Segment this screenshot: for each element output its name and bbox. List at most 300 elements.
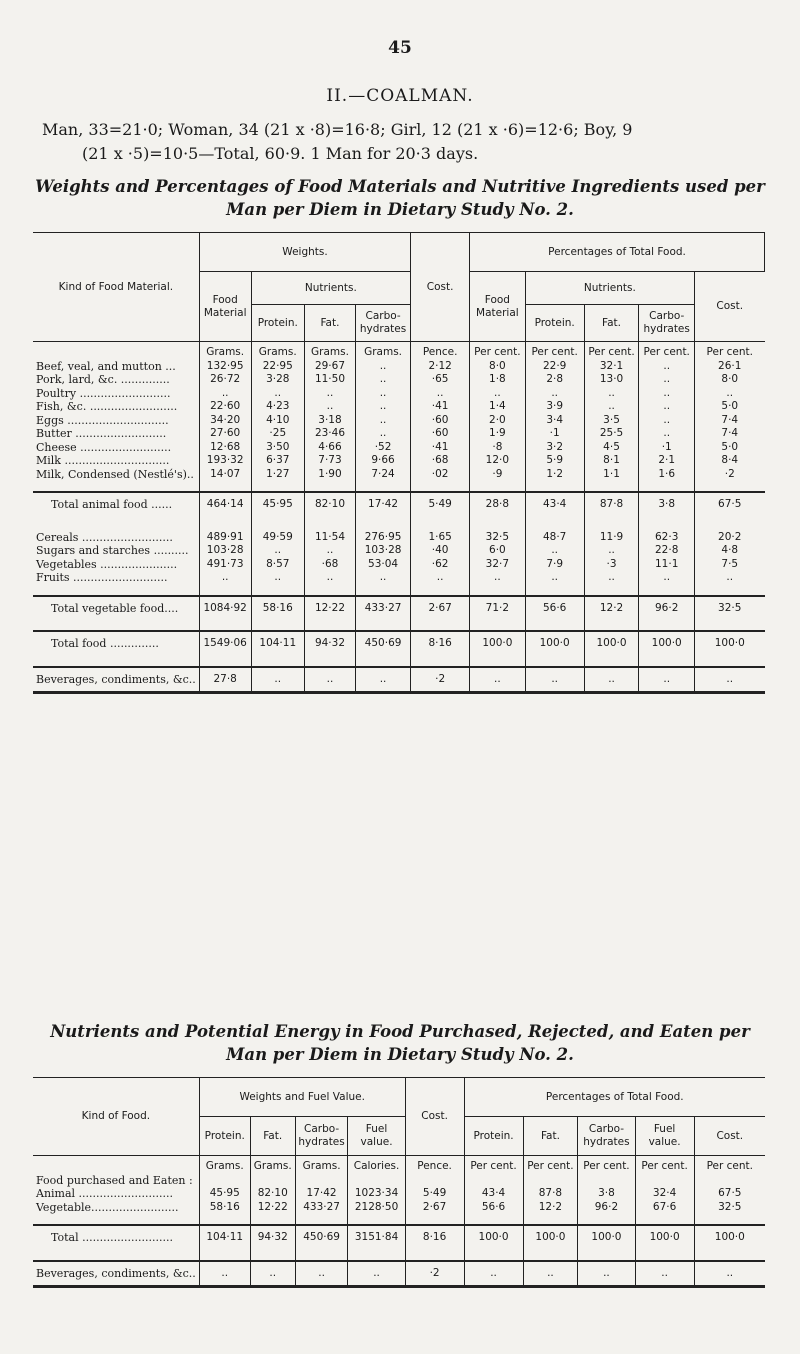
cell: 29·67 — [305, 360, 356, 374]
cell — [348, 1174, 405, 1188]
header-cost: Cost. — [411, 233, 470, 342]
cell — [405, 1214, 464, 1225]
cell: ·3 — [584, 558, 639, 572]
cell: ·41 — [411, 441, 470, 455]
cell: 11·9 — [584, 527, 639, 545]
cell: 2·8 — [525, 373, 584, 387]
cell: .. — [348, 1261, 405, 1287]
cell — [695, 585, 765, 596]
cell: 1·27 — [251, 468, 304, 482]
household-line-1: Man, 33=21·0; Woman, 34 (21 x ·8)=16·8; Girl, 12 (21 x ·6)=12·6; Boy, 9 — [42, 120, 633, 139]
row-label: Fish, &c. ......................... — [36, 400, 178, 413]
units-row — [33, 342, 765, 360]
cell: 32·1 — [584, 360, 639, 374]
cell — [305, 585, 356, 596]
cell: .. — [635, 1261, 694, 1287]
header-pct-nutrients: Nutrients. — [525, 272, 694, 305]
cell — [355, 585, 410, 596]
cell: 67·6 — [635, 1201, 694, 1215]
cell: .. — [639, 667, 695, 693]
row-label: Beverages, condiments, &c.. — [33, 1261, 199, 1287]
cell — [525, 656, 584, 667]
row-label — [33, 481, 199, 492]
table-nutrients-energy — [33, 1077, 765, 1288]
cell — [523, 1250, 578, 1261]
row-label: Cheese .......................... — [36, 440, 172, 454]
cell: Grams. — [295, 1156, 348, 1174]
cell — [695, 656, 765, 667]
t2-header-cost: Cost. — [405, 1078, 464, 1156]
cell: .. — [411, 571, 470, 585]
cell — [584, 517, 639, 527]
cell: .. — [355, 360, 410, 374]
cell: 2·12 — [411, 360, 470, 374]
cell: ·68 — [411, 454, 470, 468]
row-label: Poultry .......................... — [36, 386, 171, 400]
row-label: Butter .......................... — [36, 427, 167, 440]
cell: 26·1 — [695, 360, 765, 374]
header-pct-food-material: Food Material — [470, 272, 526, 342]
cell: 1·6 — [639, 468, 695, 482]
cell: Per cent. — [584, 342, 639, 360]
row-label: Beverages, condiments, &c.. — [33, 667, 199, 693]
cell — [199, 656, 251, 667]
animal-row — [33, 387, 765, 401]
cell: 4·5 — [584, 441, 639, 455]
cell: 4·8 — [695, 544, 765, 558]
cell: 5·0 — [695, 441, 765, 455]
cell — [405, 1174, 464, 1188]
cell: 87·8 — [523, 1187, 578, 1201]
cell: .. — [199, 571, 251, 585]
cell: Calories. — [348, 1156, 405, 1174]
cell: 7·4 — [695, 427, 765, 441]
spacer-row — [33, 656, 765, 667]
cell — [694, 1214, 765, 1225]
cell — [694, 1174, 765, 1188]
cell: .. — [305, 667, 356, 693]
cell: 491·73 — [199, 558, 251, 572]
table2-title-line-2: Man per Diem in Dietary Study No. 2. — [226, 1045, 574, 1064]
cell — [578, 1250, 635, 1261]
row-label: Total .......................... — [33, 1225, 199, 1250]
cell — [584, 481, 639, 492]
cell: 132·95 — [199, 360, 251, 374]
animal-row — [33, 454, 765, 468]
cell: .. — [694, 1261, 765, 1287]
cell: 62·3 — [639, 527, 695, 545]
row-label — [33, 517, 199, 527]
cell: Per cent. — [523, 1156, 578, 1174]
cell: .. — [695, 387, 765, 401]
row-label — [33, 1156, 199, 1174]
cell: 1·90 — [305, 468, 356, 482]
beverages-row — [33, 1261, 765, 1287]
cell: Grams. — [199, 342, 251, 360]
cell — [348, 1214, 405, 1225]
spacer-row — [33, 481, 765, 492]
cell — [464, 1174, 523, 1188]
t2-header-weights: Weights and Fuel Value. — [199, 1078, 405, 1117]
cell: Per cent. — [695, 342, 765, 360]
cell: .. — [355, 373, 410, 387]
cell: ·2 — [695, 468, 765, 482]
cell — [584, 585, 639, 596]
cell: 71·2 — [470, 596, 526, 621]
cell: ·25 — [251, 427, 304, 441]
cell: 12·22 — [305, 596, 356, 621]
cell — [305, 656, 356, 667]
cell: 100·0 — [694, 1225, 765, 1250]
row-label: Milk .............................. — [36, 454, 170, 467]
cell: 104·11 — [251, 631, 304, 656]
cell: .. — [411, 387, 470, 401]
cell: 26·72 — [199, 373, 251, 387]
cell: 96·2 — [639, 596, 695, 621]
cell: Per cent. — [470, 342, 526, 360]
cell: 87·8 — [584, 492, 639, 517]
cell: 276·95 — [355, 527, 410, 545]
cell — [578, 1214, 635, 1225]
cell: 48·7 — [525, 527, 584, 545]
cell — [305, 481, 356, 492]
cell: .. — [639, 427, 695, 441]
t2-header-fat: Fat. — [250, 1117, 295, 1156]
cell: .. — [695, 571, 765, 585]
header-pct-cost: Cost. — [695, 272, 765, 342]
cell — [525, 517, 584, 527]
cell: 8·0 — [470, 360, 526, 374]
cell: .. — [525, 571, 584, 585]
cell: 450·69 — [355, 631, 410, 656]
cell — [295, 1250, 348, 1261]
cell: .. — [251, 387, 304, 401]
cell — [525, 620, 584, 631]
cell: ·8 — [470, 441, 526, 455]
cell: .. — [695, 667, 765, 693]
cell — [470, 620, 526, 631]
cell: 100·0 — [578, 1225, 635, 1250]
header-food-material: Food Material — [199, 272, 251, 342]
cell: ·65 — [411, 373, 470, 387]
cell: .. — [584, 667, 639, 693]
cell: ·68 — [305, 558, 356, 572]
cell — [348, 1250, 405, 1261]
cell — [295, 1174, 348, 1188]
cell: 2·0 — [470, 414, 526, 428]
cell: 3·4 — [525, 414, 584, 428]
cell: .. — [584, 571, 639, 585]
cell — [464, 1214, 523, 1225]
cell: 45·95 — [199, 1187, 250, 1201]
cell: 23·46 — [305, 427, 356, 441]
cell: 2128·50 — [348, 1201, 405, 1215]
cell: 32·5 — [694, 1201, 765, 1215]
animal-row — [33, 414, 765, 428]
cell: 100·0 — [584, 631, 639, 656]
cell — [523, 1214, 578, 1225]
row-label — [33, 342, 199, 360]
cell — [695, 620, 765, 631]
cell: 8·16 — [411, 631, 470, 656]
cell: 67·5 — [695, 492, 765, 517]
cell: 22·8 — [639, 544, 695, 558]
animal-row — [33, 373, 765, 387]
cell: ·2 — [411, 667, 470, 693]
header-weights: Weights. — [199, 233, 410, 272]
cell: 27·60 — [199, 427, 251, 441]
cell: 8·16 — [405, 1225, 464, 1250]
household-line-2: (21 x ·5)=10·5—Total, 60·9. 1 Man for 20·3 days. — [82, 144, 479, 163]
cell: 3·8 — [639, 492, 695, 517]
cell: 22·95 — [251, 360, 304, 374]
table2-title — [0, 1020, 800, 1066]
header-percentages: Percentages of Total Food. — [470, 233, 765, 272]
cell: .. — [639, 414, 695, 428]
cell — [305, 620, 356, 631]
vegetable-row — [33, 527, 765, 545]
cell: 12·2 — [523, 1201, 578, 1215]
cell: .. — [251, 544, 304, 558]
cell: 82·10 — [250, 1187, 295, 1201]
cell: 8·57 — [251, 558, 304, 572]
cell: 58·16 — [199, 1201, 250, 1215]
cell — [411, 517, 470, 527]
cell: .. — [251, 571, 304, 585]
cell: Per cent. — [635, 1156, 694, 1174]
cell — [695, 517, 765, 527]
spacer-row — [33, 585, 765, 596]
page-number: 45 — [388, 38, 412, 58]
cell: Grams. — [199, 1156, 250, 1174]
cell: 67·5 — [694, 1187, 765, 1201]
cell: 53·04 — [355, 558, 410, 572]
cell: 8·4 — [695, 454, 765, 468]
cell: .. — [578, 1261, 635, 1287]
section-title: II.—COALMAN. — [326, 86, 474, 106]
row-label — [33, 1250, 199, 1261]
cell — [199, 1250, 250, 1261]
cell: 8·1 — [584, 454, 639, 468]
cell: 1023·34 — [348, 1187, 405, 1201]
cell: 7·9 — [525, 558, 584, 572]
total-food-row — [33, 631, 765, 656]
cell: 3·2 — [525, 441, 584, 455]
cell — [199, 585, 251, 596]
cell: ·9 — [470, 468, 526, 482]
cell: 2·1 — [639, 454, 695, 468]
cell: 12·22 — [250, 1201, 295, 1215]
cell: 8·0 — [695, 373, 765, 387]
cell: ·60 — [411, 427, 470, 441]
cell — [635, 1214, 694, 1225]
cell: 3·28 — [251, 373, 304, 387]
cell — [199, 1174, 250, 1188]
cell: 13·0 — [584, 373, 639, 387]
animal-row — [33, 427, 765, 441]
total-row — [33, 1225, 765, 1250]
cell: ·60 — [411, 414, 470, 428]
cell — [578, 1174, 635, 1188]
cell: Per cent. — [639, 342, 695, 360]
t2-header-percentages: Percentages of Total Food. — [464, 1078, 765, 1117]
row-label — [33, 585, 199, 596]
cell: 7·73 — [305, 454, 356, 468]
cell: .. — [305, 571, 356, 585]
cell: .. — [639, 360, 695, 374]
cell: 100·0 — [464, 1225, 523, 1250]
cell: 103·28 — [355, 544, 410, 558]
cell — [525, 481, 584, 492]
cell: 100·0 — [523, 1225, 578, 1250]
units-row — [33, 1156, 765, 1174]
cell: ·41 — [411, 400, 470, 414]
cell: .. — [639, 387, 695, 401]
household-description — [42, 118, 762, 166]
cell: 433·27 — [355, 596, 410, 621]
table1-title — [0, 175, 800, 221]
cell: ·2 — [405, 1261, 464, 1287]
cell: 17·42 — [355, 492, 410, 517]
cell — [250, 1214, 295, 1225]
row-label: Cereals .......................... — [36, 530, 173, 544]
cell: 100·0 — [525, 631, 584, 656]
cell: 489·91 — [199, 527, 251, 545]
cell — [411, 481, 470, 492]
t2-header-kind: Kind of Food. — [33, 1078, 199, 1156]
cell: .. — [584, 400, 639, 414]
cell: 100·0 — [635, 1225, 694, 1250]
cell: 3·50 — [251, 441, 304, 455]
cell: ·40 — [411, 544, 470, 558]
row-label: Total food .............. — [33, 631, 199, 656]
header-pct-protein: Protein. — [525, 305, 584, 342]
cell: Pence. — [405, 1156, 464, 1174]
cell: Per cent. — [578, 1156, 635, 1174]
cell: 104·11 — [199, 1225, 250, 1250]
cell — [639, 585, 695, 596]
row-label: Eggs ............................. — [36, 413, 169, 427]
cell — [411, 585, 470, 596]
spacer-row — [33, 620, 765, 631]
cell: .. — [251, 667, 304, 693]
cell: Pence. — [411, 342, 470, 360]
cell: 9·66 — [355, 454, 410, 468]
cell: .. — [355, 400, 410, 414]
cell: Grams. — [305, 342, 356, 360]
cell — [251, 481, 304, 492]
row-label: Milk, Condensed (Nestlé's).. — [36, 467, 194, 481]
header-carbo: Carbo-hydrates — [355, 305, 410, 342]
cell: 32·4 — [635, 1187, 694, 1201]
cell: 7·24 — [355, 468, 410, 482]
total-vegetable-row — [33, 596, 765, 621]
cell: 4·10 — [251, 414, 304, 428]
cell: .. — [305, 544, 356, 558]
cell — [250, 1174, 295, 1188]
cell: 3·18 — [305, 414, 356, 428]
spacer-row — [33, 1250, 765, 1261]
cell: .. — [525, 544, 584, 558]
row-label: Sugars and starches .......... — [36, 544, 189, 557]
cell: 100·0 — [470, 631, 526, 656]
header-fat: Fat. — [305, 305, 356, 342]
cell: 3·5 — [584, 414, 639, 428]
cell: 96·2 — [578, 1201, 635, 1215]
cell: .. — [305, 387, 356, 401]
cell — [251, 620, 304, 631]
cell: ·1 — [639, 441, 695, 455]
cell — [525, 585, 584, 596]
cell — [470, 656, 526, 667]
cell: 49·59 — [251, 527, 304, 545]
cell: 94·32 — [250, 1225, 295, 1250]
cell: 1·65 — [411, 527, 470, 545]
cell: .. — [470, 667, 526, 693]
t2-header-pct-fuel: Fuel value. — [635, 1117, 694, 1156]
cell: 6·0 — [470, 544, 526, 558]
cell: .. — [523, 1261, 578, 1287]
cell: 7·4 — [695, 414, 765, 428]
cell: 27·8 — [199, 667, 251, 693]
food-row — [33, 1201, 765, 1215]
row-label: Total animal food ...... — [33, 492, 199, 517]
cell — [251, 585, 304, 596]
cell: 11·50 — [305, 373, 356, 387]
row-label: Fruits ........................... — [36, 571, 168, 584]
cell: 5·9 — [525, 454, 584, 468]
cell: 56·6 — [464, 1201, 523, 1215]
cell: 82·10 — [305, 492, 356, 517]
cell: Per cent. — [694, 1156, 765, 1174]
cell — [695, 481, 765, 492]
cell — [411, 620, 470, 631]
cell: 28·8 — [470, 492, 526, 517]
cell: 1·4 — [470, 400, 526, 414]
cell: 1084·92 — [199, 596, 251, 621]
header-kind: Kind of Food Material. — [33, 233, 199, 342]
cell — [464, 1250, 523, 1261]
header-nutrients: Nutrients. — [251, 272, 411, 305]
vegetable-row — [33, 544, 765, 558]
cell: .. — [250, 1261, 295, 1287]
cell: 43·4 — [525, 492, 584, 517]
cell: 3·9 — [525, 400, 584, 414]
total-animal-row — [33, 492, 765, 517]
cell: 17·42 — [295, 1187, 348, 1201]
cell: 433·27 — [295, 1201, 348, 1215]
cell — [470, 517, 526, 527]
row-label — [33, 1214, 199, 1225]
cell — [584, 656, 639, 667]
cell — [639, 656, 695, 667]
cell: Grams. — [251, 342, 304, 360]
cell — [199, 1214, 250, 1225]
cell: 12·2 — [584, 596, 639, 621]
cell: Per cent. — [525, 342, 584, 360]
cell: .. — [355, 667, 410, 693]
cell: ·1 — [525, 427, 584, 441]
spacer-row — [33, 517, 765, 527]
cell — [251, 656, 304, 667]
cell: 11·1 — [639, 558, 695, 572]
food-row — [33, 1187, 765, 1201]
cell: .. — [525, 387, 584, 401]
row-label: Food purchased and Eaten : — [36, 1173, 193, 1187]
cell — [355, 481, 410, 492]
cell: 1·1 — [584, 468, 639, 482]
vegetable-row — [33, 558, 765, 572]
